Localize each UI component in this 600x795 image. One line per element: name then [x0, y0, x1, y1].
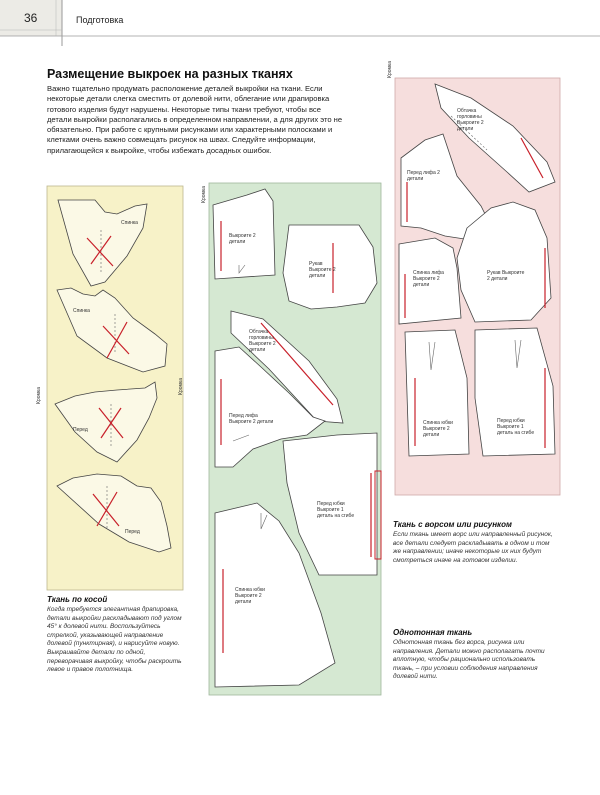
plain-diagram-graphic	[209, 183, 381, 695]
article-intro: Важно тщательно продумать расположение деталей выкройки на ткани. Если некоторые детали слегка сместить от долевой нити, облегание или драпировка готового изделия будут нарушены. Некоторые типы ткани требуют, чтобы все детали выкройки располагались в определенном направлении, а для других это не обязательно. При работе с крупными рисунками или характерными полосками и клетками очень важно совмещать рисунок на швах. Следуйте информации, прилагающейся к выкройке, чтобы избежать досадных ошибок.	[47, 84, 343, 155]
article-title: Размещение выкроек на разных тканях	[47, 67, 293, 81]
nap-caption-title: Ткань с ворсом или рисунком	[393, 520, 512, 529]
bias-piece-label-4: Перед	[125, 529, 140, 535]
bias-piece-label-1: Спинка	[121, 220, 138, 226]
nap-skirt-back-label: Спинка юбки Выкроите 2 детали	[423, 420, 453, 438]
plain-caption-text: Однотонная ткань без ворса, рисунка или направления. Детали можно располагать почти вплотную, чтобы рационально использовать ткань, – при условии соблюдения направления долевой нити.	[393, 639, 545, 681]
bias-caption-text: Когда требуется элегантная драпировка, детали выкройки раскладывают под углом 45° к долевой нити. Воспользуйтесь стрелкой, указывающей направление долевой (пунктирная), и нарисуйте новую. Выкраивайте детали по одной, переворачивая выкройку, чтобы раскроить левое и правое полотнища.	[47, 606, 182, 674]
plain-skirt-back-label: Спинка юбки Выкроите 2 детали	[235, 587, 265, 605]
nap-facing-label: Обтачка горловины Выкроите 2 детали	[457, 108, 484, 132]
bias-layout-diagram	[36, 186, 183, 590]
nap-selvage-label: Кромка	[387, 61, 393, 78]
nap-sleeve-label: Рукав Выкроите 2 детали	[487, 270, 525, 282]
section-title: Подготовка	[76, 15, 124, 25]
bias-selvage-label: Кромка	[36, 387, 42, 404]
plain-front-label: Перед лифа Выкроите 2 детали	[229, 413, 274, 425]
bias-piece-label-2: Спинка	[73, 308, 90, 314]
bias-caption-title: Ткань по косой	[47, 595, 108, 604]
plain-selvage-label: Кромка	[201, 186, 207, 203]
plain-caption-title: Однотонная ткань	[393, 628, 473, 637]
page-number: 36	[24, 11, 38, 25]
bias-piece-label-3: Перед	[73, 427, 88, 433]
bias-diagram-graphic	[47, 186, 183, 590]
plain-layout-diagram	[178, 183, 381, 695]
page-header	[0, 0, 600, 46]
nap-front-label: Перед лифа 2 детали	[407, 170, 440, 182]
nap-back-label: Спинка лифа Выкроите 2 детали	[413, 270, 444, 288]
plain-selvage-label-2: Кромка	[178, 378, 184, 395]
plain-skirt-front-label: Перед юбки Выкроите 1 деталь на сгибе	[317, 501, 355, 519]
plain-facing-label: Обтачка горловины Выкроите 2 детали	[249, 329, 276, 353]
plain-back-label: Выкроите 2 детали	[229, 233, 256, 245]
nap-skirt-front-label: Перед юбки Выкроите 1 деталь на сгибе	[497, 418, 535, 436]
plain-sleeve-label: Рукав Выкроите 2 детали	[309, 261, 336, 279]
nap-layout-diagram	[387, 61, 560, 495]
nap-caption-text: Если ткань имеет ворс или направленный рисунок, все детали следует раскладывать в одном и том же направлении; иначе некоторые их них будут смотреться иначе на готовом изделии.	[393, 531, 553, 564]
